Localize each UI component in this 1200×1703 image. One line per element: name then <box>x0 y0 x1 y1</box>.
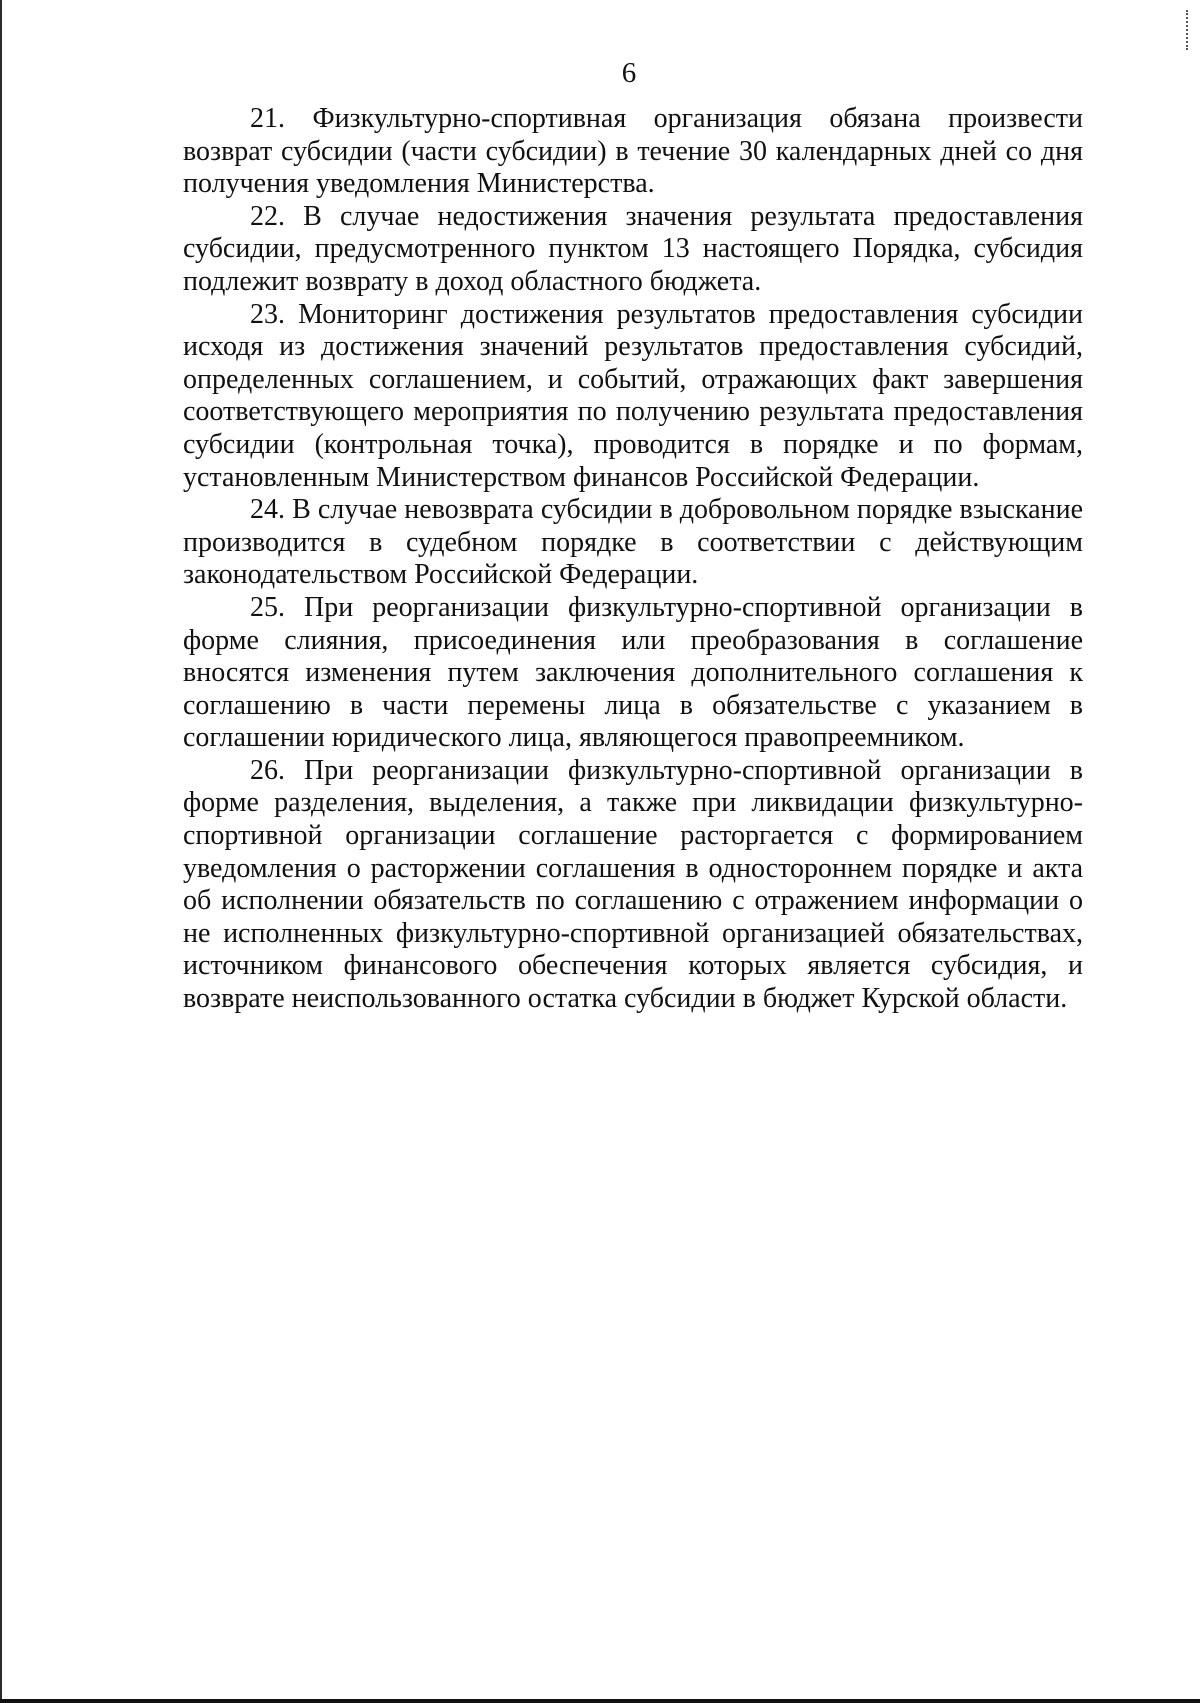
paragraph-24: 24. В случае невозврата субсидии в добровольном порядке взыскание производится в судебном порядке в соответствии с действующим законодательством Российской Федерации. <box>183 494 1083 591</box>
paragraph-22: 22. В случае недостижения значения результата предоставления субсидии, предусмотренного пунктом 13 настоящего Порядка, субсидия подлежит возврату в доход областного бюджета. <box>183 200 1083 297</box>
paragraph-26: 26. При реорганизации физкультурно-спортивной организации в форме разделения, выделения, а также при ликвидации физкультурно-спортивной организации соглашение расторгается с формированием уведомления о расторжении соглашения в одностороннем порядке и акта об исполнении обязательств по соглашению с отражением информации о не исполненных физкультурно-спортивной организацией обязательствах, источником финансового обеспечения которых является субсидия, и возврате неиспользованного остатка субсидии в бюджет Курской области. <box>183 754 1083 1015</box>
paragraph-21: 21. Физкультурно-спортивная организация обязана произвести возврат субсидии (части субсидии) в течение 30 календарных дней со дня получения уведомления Министерства. <box>183 103 1083 200</box>
scan-bottom-edge <box>0 1699 1200 1703</box>
page-number: 6 <box>621 57 637 89</box>
scan-right-marks <box>1186 10 1190 50</box>
paragraph-25: 25. При реорганизации физкультурно-спортивной организации в форме слияния, присоединения или преобразования в соглашение вносятся изменения путем заключения дополнительного соглашения к соглашению в части перемены лица в обязательстве с указанием в соглашении юридического лица, являющегося правопреемником. <box>183 591 1083 754</box>
document-body <box>183 103 1083 1016</box>
scan-left-edge <box>0 0 2 1703</box>
paragraph-23: 23. Мониторинг достижения результатов предоставления субсидии исходя из достижения значений результатов предоставления субсидий, определенных соглашением, и событий, отражающих факт завершения соответствующего мероприятия по получению результата предоставления субсидии (контрольная точка), проводится в порядке и по формам, установленным Министерством финансов Российской Федерации. <box>183 298 1083 493</box>
